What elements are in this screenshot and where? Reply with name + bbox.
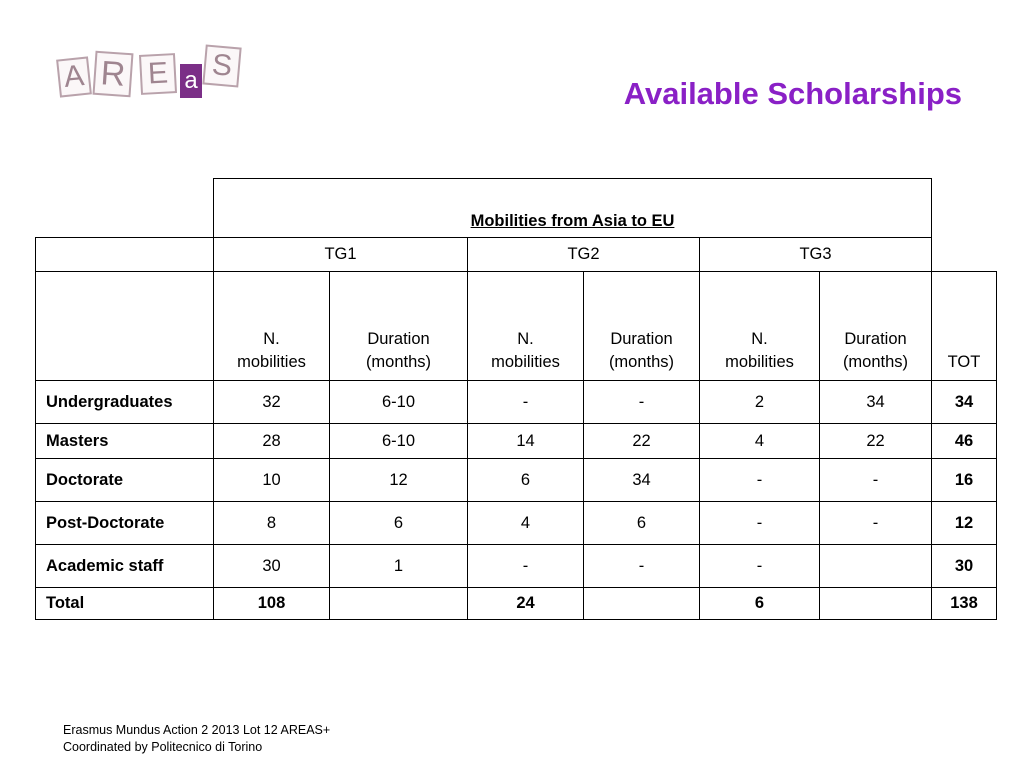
- col-duration-tg3: [820, 272, 932, 381]
- table-cell: 4: [468, 502, 584, 545]
- table-cell: 22: [584, 424, 700, 459]
- col-header-line: mobilities: [491, 353, 560, 371]
- table-cell: -: [584, 545, 700, 588]
- col-header-line: Duration: [844, 330, 907, 348]
- table-cell: [330, 588, 468, 620]
- table-cell: -: [700, 459, 820, 502]
- logo-tile-a-small: a: [180, 64, 202, 98]
- row-total-cell: 30: [932, 545, 997, 588]
- table-cell: 24: [468, 588, 584, 620]
- table-cell: -: [700, 545, 820, 588]
- col-header-line: N.: [751, 330, 768, 348]
- table-cell: 6: [700, 588, 820, 620]
- table-cell: 8: [214, 502, 330, 545]
- slide-title: Available Scholarships: [623, 76, 962, 111]
- table-cell: 34: [584, 459, 700, 502]
- col-tot: TOT: [932, 272, 997, 381]
- col-header-line: (months): [365, 353, 432, 371]
- row-total-cell: 46: [932, 424, 997, 459]
- total-row: [36, 588, 997, 620]
- table-row: [36, 381, 997, 424]
- col-header-line: mobilities: [237, 353, 306, 371]
- row-total-cell: 34: [932, 381, 997, 424]
- table-cell: 6: [468, 459, 584, 502]
- table-row: [36, 459, 997, 502]
- table-cell: 30: [214, 545, 330, 588]
- table-cell: 14: [468, 424, 584, 459]
- row-label: Academic staff: [36, 545, 214, 588]
- col-n-mobilities-tg1: [214, 272, 330, 381]
- column-header-row: [36, 272, 997, 381]
- tg2-header: TG2: [468, 238, 700, 272]
- col-n-mobilities-tg2: [468, 272, 584, 381]
- footer-line: Coordinated by Politecnico di Torino: [63, 740, 263, 754]
- group-header-row: [36, 179, 997, 238]
- table-cell: 6: [584, 502, 700, 545]
- table-cell: 6-10: [330, 424, 468, 459]
- table-cell: -: [468, 381, 584, 424]
- col-header-line: Duration: [367, 330, 430, 348]
- tg1-header: TG1: [214, 238, 468, 272]
- table-cell: 28: [214, 424, 330, 459]
- col-header-line: (months): [608, 353, 675, 371]
- row-label: Post-Doctorate: [36, 502, 214, 545]
- table-cell: [584, 588, 700, 620]
- table-cell: 6-10: [330, 381, 468, 424]
- areas-logo: [52, 40, 252, 104]
- col-header-line: Duration: [610, 330, 673, 348]
- col-duration-tg1: [330, 272, 468, 381]
- scholarships-table: [35, 178, 997, 620]
- col-n-mobilities-tg3: [700, 272, 820, 381]
- footer-line: Erasmus Mundus Action 2 2013 Lot 12 AREAS+: [63, 723, 331, 737]
- col-header-line: mobilities: [725, 353, 794, 371]
- col-header-line: N.: [517, 330, 534, 348]
- row-label: Undergraduates: [36, 381, 214, 424]
- table-cell: -: [820, 459, 932, 502]
- table-cell: [820, 588, 932, 620]
- table-cell: 12: [330, 459, 468, 502]
- table-cell: 22: [820, 424, 932, 459]
- target-group-row: [36, 238, 997, 272]
- table-cell: 32: [214, 381, 330, 424]
- logo-tile-e: E: [139, 53, 177, 95]
- table-cell: 2: [700, 381, 820, 424]
- footer: [63, 722, 330, 756]
- col-duration-tg2: [584, 272, 700, 381]
- row-total-cell: 16: [932, 459, 997, 502]
- logo-tile-s: S: [202, 45, 241, 88]
- grand-total-cell: 138: [932, 588, 997, 620]
- logo-tile-a: A: [56, 56, 92, 97]
- table-cell: -: [820, 502, 932, 545]
- row-label: Doctorate: [36, 459, 214, 502]
- tg3-header: TG3: [700, 238, 932, 272]
- table-cell: 1: [330, 545, 468, 588]
- mobilities-header: Mobilities from Asia to EU: [214, 179, 932, 238]
- table-cell: 4: [700, 424, 820, 459]
- row-label: Masters: [36, 424, 214, 459]
- row-label: Total: [36, 588, 214, 620]
- row-total-cell: 12: [932, 502, 997, 545]
- table-row: [36, 545, 997, 588]
- table-cell: -: [584, 381, 700, 424]
- table-cell: 6: [330, 502, 468, 545]
- table-cell: 108: [214, 588, 330, 620]
- table-row: [36, 424, 997, 459]
- table-cell: -: [468, 545, 584, 588]
- table-cell: 34: [820, 381, 932, 424]
- table-row: [36, 502, 997, 545]
- col-header-line: (months): [842, 353, 909, 371]
- table-cell: 10: [214, 459, 330, 502]
- table-cell: [820, 545, 932, 588]
- col-header-line: N.: [263, 330, 280, 348]
- table-cell: -: [700, 502, 820, 545]
- logo-tile-r: R: [93, 51, 134, 98]
